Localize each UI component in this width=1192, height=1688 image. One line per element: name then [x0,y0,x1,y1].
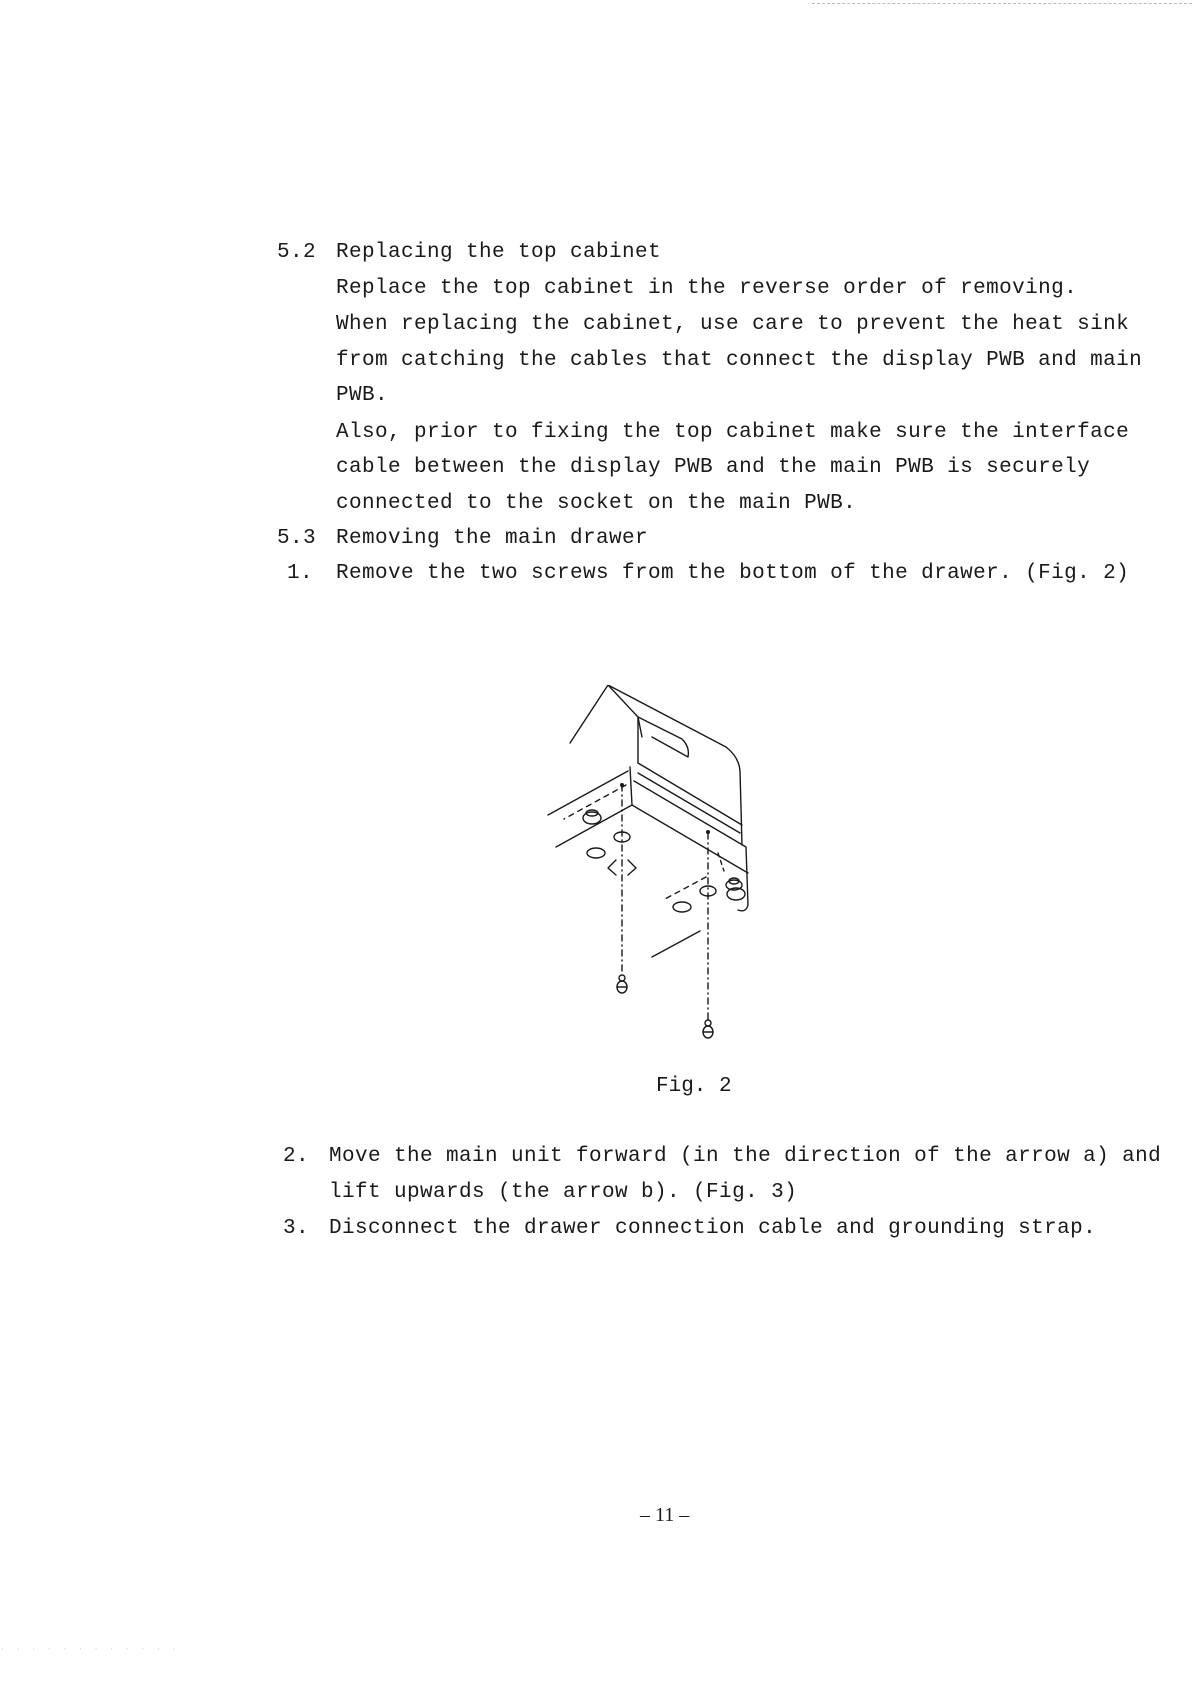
paragraph-line: connected to the socket on the main PWB. [336,492,857,515]
screw-icon [617,975,627,993]
paragraph-line: Also, prior to fixing the top cabinet make sure the interface [336,421,1130,444]
section-number: 5.3 [277,527,317,550]
drawer-bottom-edge [630,767,748,873]
hidden-edge [665,877,706,899]
top-edge-rule [812,3,1192,4]
step-text: lift upwards (the arrow b). (Fig. 3) [329,1181,798,1204]
figure-caption: Fig. 2 [656,1075,732,1098]
step-number: 3. [283,1217,310,1240]
cabinet-edge [570,685,608,743]
arrow-mark [608,860,616,875]
arrow-mark [628,860,636,875]
paragraph-line: When replacing the cabinet, use care to prevent the heat sink [336,313,1130,336]
drawer-front-edge [638,763,742,825]
paragraph-line: cable between the display PWB and the main PWB is securely [336,456,1091,479]
section-number: 5.2 [277,241,317,264]
step-number: 2. [283,1145,310,1168]
page-number: – 11 – [640,1504,690,1526]
step-text: Disconnect the drawer connection cable and grounding strap. [329,1217,1097,1240]
scan-noise: · · · · · · · · · · · · [0,1645,180,1654]
screw-icon [703,1020,713,1038]
mounting-hole [673,902,691,912]
hidden-edge [718,853,724,871]
paragraph-line: Replace the top cabinet in the reverse order of removing. [336,277,1078,300]
paragraph-line: from catching the cables that connect the display PWB and main [336,349,1143,372]
section-title: Removing the main drawer [336,527,649,550]
mounting-hole [587,848,605,858]
drawer-side-edge [556,805,632,847]
drawer-side-edge [652,931,700,957]
step-number: 1. [287,562,314,585]
drawer-front-edge [638,773,740,833]
cabinet-edge [608,685,638,763]
drawer-front-edge [634,781,748,911]
paragraph-line: PWB. [336,384,389,407]
drawer-side-edge [548,771,628,815]
cabinet-edge [608,685,742,845]
drawer-bottom-screws-illustration [540,685,820,1060]
section-title: Replacing the top cabinet [336,241,662,264]
step-text: Move the main unit forward (in the direction of the arrow a) and [329,1145,1162,1168]
step-text: Remove the two screws from the bottom of the drawer. (Fig. 2) [336,562,1130,585]
